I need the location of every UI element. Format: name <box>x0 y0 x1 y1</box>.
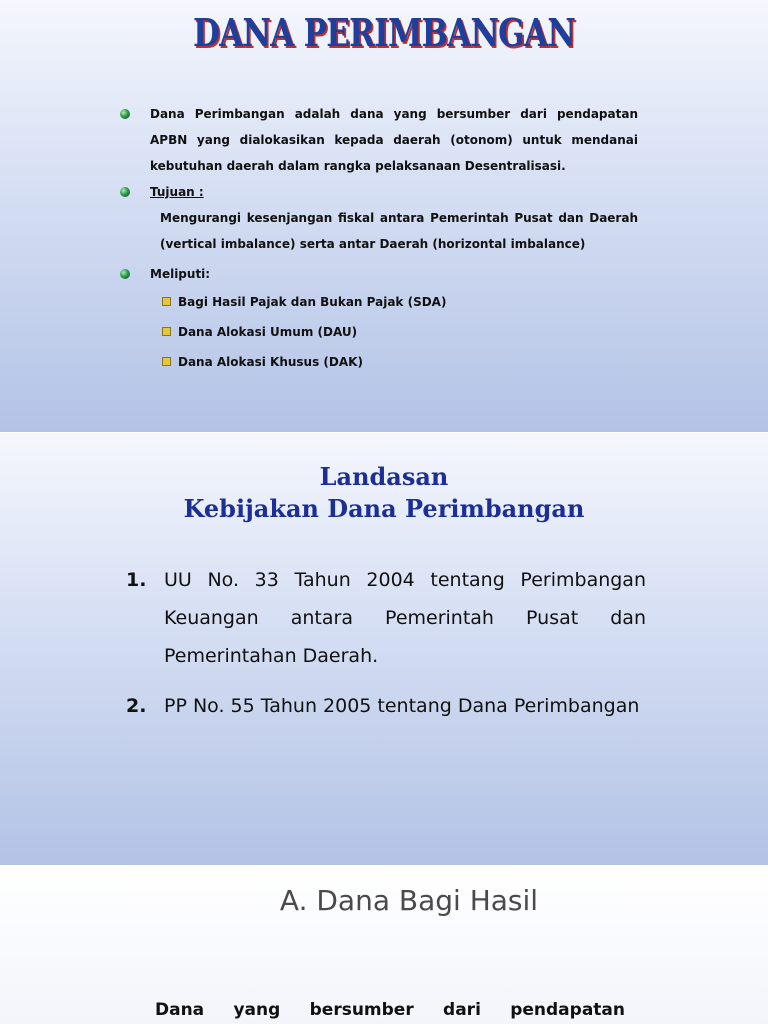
sub-item-text: Dana Alokasi Umum (DAU) <box>178 325 358 339</box>
sub-item <box>118 347 638 377</box>
square-bullet-icon <box>162 297 171 306</box>
title-line-2: Kebijakan Dana Perimbangan <box>183 494 585 523</box>
slide-title: A. Dana Bagi Hasil <box>279 884 539 917</box>
slide-landasan <box>0 433 768 865</box>
item-number: 2. <box>126 695 147 717</box>
green-sphere-bullet-icon <box>120 187 130 197</box>
sub-item <box>118 287 638 317</box>
bullet-text: Dana Perimbangan adalah dana yang bersumber dari pendapatan APBN yang dialokasikan kepada daerah (otonom) untuk mendanai kebutuhan daerah dalam rangka pelaksanaan Desentralisasi. <box>150 107 638 173</box>
bullet-label: Meliputi: <box>150 267 211 281</box>
sub-item-text: Dana Alokasi Khusus (DAK) <box>178 355 363 369</box>
tujuan-text: Mengurangi kesenjangan fiskal antara Pemerintah Pusat dan Daerah (vertical imbalance) serta antar Daerah (horizontal imbalance) <box>160 211 638 251</box>
slide-body <box>118 101 638 377</box>
item-text: PP No. 55 Tahun 2005 tentang Dana Perimbangan <box>164 695 640 717</box>
list-item <box>126 561 646 675</box>
item-text: UU No. 33 Tahun 2004 tentang Perimbangan Keuangan antara Pemerintah Pusat dan Pemerintahan Daerah. <box>164 569 646 667</box>
slide-body-text: Dana yang bersumber dari pendapatan <box>155 1000 625 1020</box>
bullet-definition <box>118 101 638 179</box>
numbered-list <box>126 561 646 737</box>
slide-dana-bagi-hasil <box>0 866 768 1024</box>
green-sphere-bullet-icon <box>120 269 130 279</box>
square-bullet-icon <box>162 357 171 366</box>
slide-dana-perimbangan <box>0 0 768 432</box>
green-sphere-bullet-icon <box>120 109 130 119</box>
bullet-tujuan <box>118 179 638 205</box>
bullet-meliputi <box>118 261 638 287</box>
slide-title: DANA PERIMBANGAN <box>192 10 575 55</box>
square-bullet-icon <box>162 327 171 336</box>
bullet-label: Tujuan : <box>150 185 204 199</box>
slide-title <box>0 461 768 525</box>
sub-item-text: Bagi Hasil Pajak dan Bukan Pajak (SDA) <box>178 295 447 309</box>
item-number: 1. <box>126 569 147 591</box>
list-item <box>126 687 646 725</box>
title-line-1: Landasan <box>319 462 449 491</box>
sub-item <box>118 317 638 347</box>
